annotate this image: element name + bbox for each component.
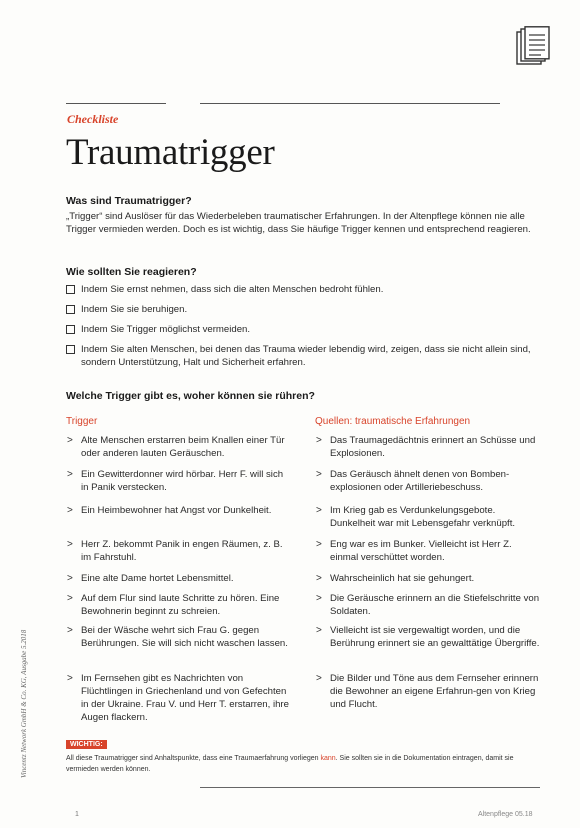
checkbox-icon[interactable] xyxy=(66,325,75,334)
source-item xyxy=(315,572,541,585)
checklist-item-text: Indem Sie Trigger möglichst vermeiden. xyxy=(81,324,251,335)
trigger-item-text: Eine alte Dame hortet Lebensmittel. xyxy=(81,573,234,584)
page-title: Traumatrigger xyxy=(66,132,275,173)
warning-text-start: All diese Traumatrigger sind Anhaltspunkte, dass eine Traumaerfahrung vorliegen xyxy=(66,755,321,762)
publication-footer: Altenpflege 05.18 xyxy=(478,811,533,818)
trigger-item-text: Ein Gewitterdonner wird hörbar. Herr F. will sich in Panik verstecken. xyxy=(81,469,284,493)
trigger-item xyxy=(66,468,292,494)
page-number: 1 xyxy=(75,811,79,818)
source-item xyxy=(315,672,541,711)
checklist-item[interactable] xyxy=(66,283,536,296)
arrow-right-icon: > xyxy=(316,505,322,516)
trigger-item xyxy=(66,504,292,517)
column-head-triggers: Trigger xyxy=(66,416,98,427)
header-rule-left xyxy=(66,103,166,104)
arrow-right-icon: > xyxy=(67,505,73,516)
reaction-checklist xyxy=(66,283,536,376)
arrow-right-icon: > xyxy=(67,469,73,480)
header-rule-right xyxy=(200,103,500,104)
warning-badge: WICHTIG: xyxy=(66,740,107,749)
document-stack-icon xyxy=(515,26,551,70)
arrow-right-icon: > xyxy=(316,573,322,584)
trigger-item-text: Ein Heimbewohner hat Angst vor Dunkelheit. xyxy=(81,505,272,516)
checklist-item-text: Indem Sie alten Menschen, bei denen das Trauma wieder lebendig wird, zeigen, dass sie nicht allein sind, sondern Unterstützung, Halt und Sicherheit erfahren. xyxy=(81,344,531,368)
trigger-item-text: Alte Menschen erstarren beim Knallen einer Tür oder anderen lauten Geräuschen. xyxy=(81,435,285,459)
trigger-item-text: Bei der Wäsche wehrt sich Frau G. gegen Berührungen. Sie will sich nicht waschen lassen. xyxy=(81,625,288,649)
trigger-item xyxy=(66,624,292,650)
source-item xyxy=(315,468,541,494)
footer-rule xyxy=(200,787,540,788)
checklist-item[interactable] xyxy=(66,343,536,369)
checklist-item[interactable] xyxy=(66,303,536,316)
copyright-side-note xyxy=(20,600,30,780)
arrow-right-icon: > xyxy=(316,539,322,550)
source-item-text: Das Geräusch ähnelt denen von Bomben-explosionen oder Artilleriebeschuss. xyxy=(330,469,510,493)
checkbox-icon[interactable] xyxy=(66,305,75,314)
heading-what-are-triggers: Was sind Traumatrigger? xyxy=(66,195,192,207)
arrow-right-icon: > xyxy=(67,625,73,636)
arrow-right-icon: > xyxy=(67,435,73,446)
trigger-item-text: Im Fernsehen gibt es Nachrichten von Flüchtlingen in Griechenland und von Gefechten in der Ukraine. Frau V. und Herr T. erstarren, ihre Augen flackern. xyxy=(81,673,289,723)
arrow-right-icon: > xyxy=(316,593,322,604)
checkbox-icon[interactable] xyxy=(66,345,75,354)
arrow-right-icon: > xyxy=(67,539,73,550)
intro-paragraph: „Trigger“ sind Auslöser für das Wiederbeleben traumatischer Erfahrungen. In der Altenpflege können nie alle Trigger vermieden werden. Doch es ist wichtig, dass Sie häufige Trigger kennen und entsprechend reagieren. xyxy=(66,211,531,235)
source-item xyxy=(315,592,541,618)
checklist-item-text: Indem Sie ernst nehmen, dass sich die alten Menschen bedroht fühlen. xyxy=(81,284,384,295)
arrow-right-icon: > xyxy=(316,625,322,636)
trigger-item xyxy=(66,672,292,724)
checklist-item[interactable] xyxy=(66,323,536,336)
trigger-item xyxy=(66,572,292,585)
copyright-text: Vincentz Network GmbH & Co. KG, Ausgabe 5.2018 xyxy=(20,629,28,778)
source-item xyxy=(315,504,541,530)
source-item-text: Im Krieg gab es Verdunkelungsgebote. Dunkelheit war mit Lebensgefahr verknüpft. xyxy=(330,505,516,529)
column-head-sources: Quellen: traumatische Erfahrungen xyxy=(315,416,471,427)
source-item-text: Das Traumagedächtnis erinnert an Schüsse und Explosionen. xyxy=(330,435,536,459)
checklist-item-text: Indem Sie sie beruhigen. xyxy=(81,304,188,315)
arrow-right-icon: > xyxy=(67,573,73,584)
arrow-right-icon: > xyxy=(316,673,322,684)
arrow-right-icon: > xyxy=(67,593,73,604)
source-item-text: Die Bilder und Töne aus dem Fernseher erinnern die Bewohner an eigene Erfahrun-gen von Krieg und Flucht. xyxy=(330,673,539,710)
trigger-item xyxy=(66,538,292,564)
source-item-text: Eng war es im Bunker. Vielleicht ist Herr Z. einmal verschüttet worden. xyxy=(330,539,512,563)
source-item-text: Vielleicht ist sie vergewaltigt worden, und die Berührung erinnert sie an gewalttätige Übergriffe. xyxy=(330,625,540,649)
arrow-right-icon: > xyxy=(67,673,73,684)
heading-how-to-react: Wie sollten Sie reagieren? xyxy=(66,266,197,278)
source-item xyxy=(315,624,541,650)
arrow-right-icon: > xyxy=(316,469,322,480)
trigger-item-text: Herr Z. bekommt Panik in engen Räumen, z. B. im Fahrstuhl. xyxy=(81,539,283,563)
source-item-text: Die Geräusche erinnern an die Stiefelschritte von Soldaten. xyxy=(330,593,540,617)
kicker-label: Checkliste xyxy=(67,112,119,126)
trigger-item xyxy=(66,434,292,460)
warning-highlight: kann xyxy=(320,755,336,762)
warning-text-end: . Sie sollten sie in die Dokumentation eintragen, damit sie vermieden werden können. xyxy=(66,755,514,773)
arrow-right-icon: > xyxy=(316,435,322,446)
source-item xyxy=(315,434,541,460)
trigger-item-text: Auf dem Flur sind laute Schritte zu hören. Eine Bewohnerin beginnt zu schreien. xyxy=(81,593,280,617)
trigger-item xyxy=(66,592,292,618)
heading-which-triggers: Welche Trigger gibt es, woher können sie rühren? xyxy=(66,390,315,402)
warning-text xyxy=(66,753,541,775)
source-item-text: Wahrscheinlich hat sie gehungert. xyxy=(330,573,475,584)
checkbox-icon[interactable] xyxy=(66,285,75,294)
source-item xyxy=(315,538,541,564)
